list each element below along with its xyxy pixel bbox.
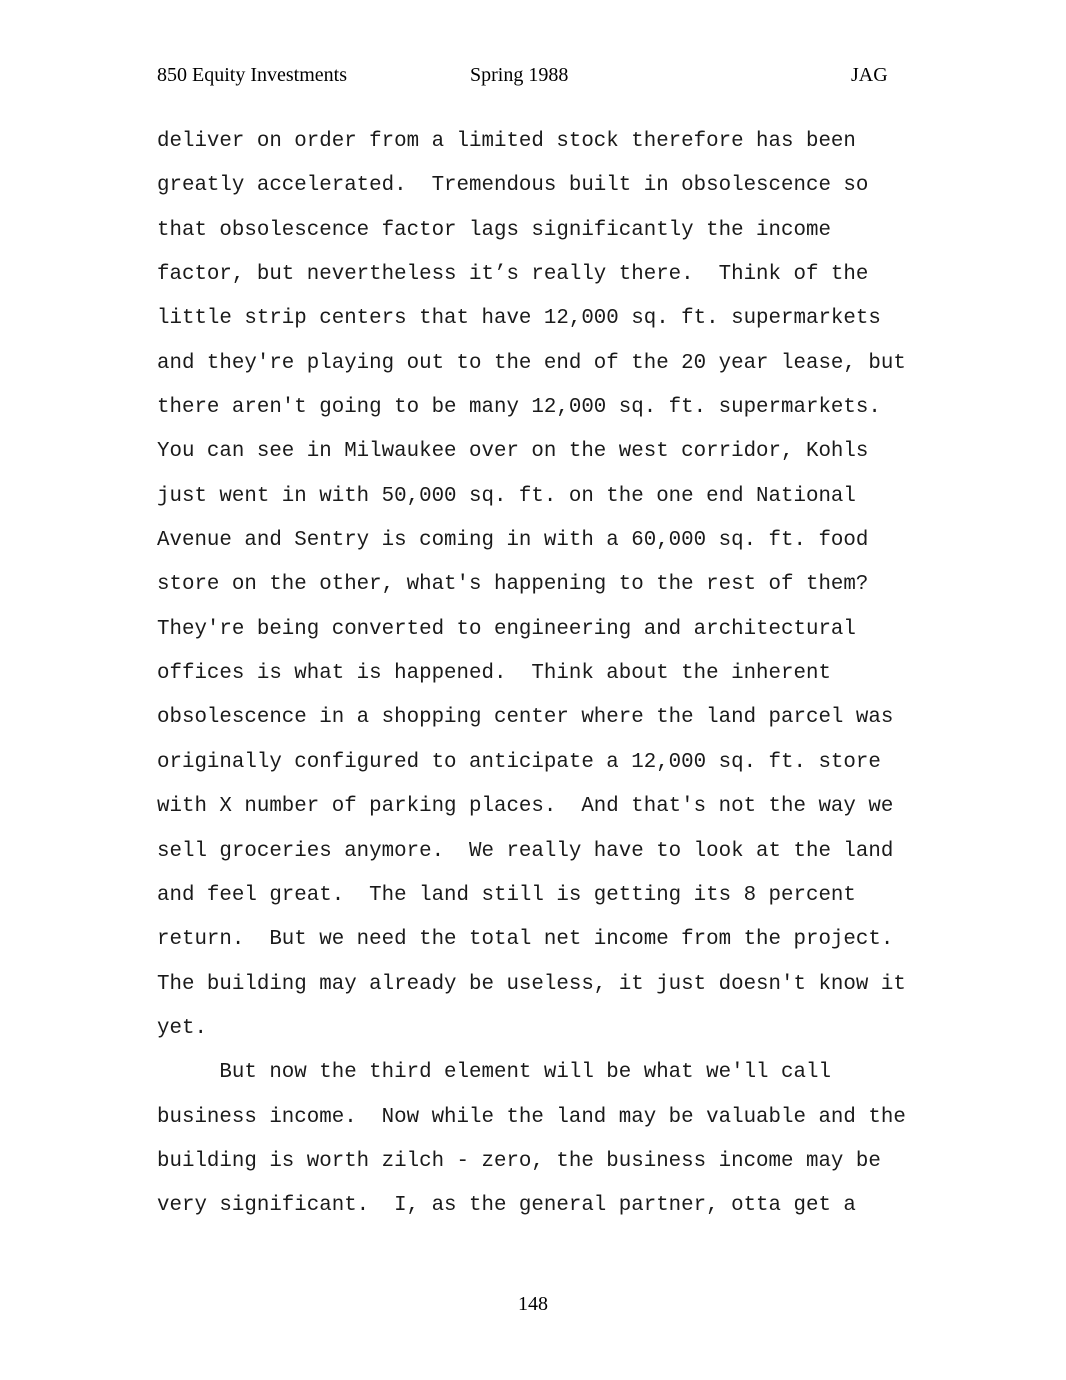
text-line: that obsolescence factor lags significantly the income [157, 218, 831, 242]
text-line: originally configured to anticipate a 12,000 sq. ft. store [157, 750, 881, 774]
header-author-initials: JAG [851, 64, 888, 86]
page-header [0, 64, 1066, 90]
text-line: very significant. I, as the general partner, otta get a [157, 1194, 856, 1218]
text-line: store on the other, what's happening to the rest of them? [157, 573, 869, 597]
text-line: there aren't going to be many 12,000 sq. ft. supermarkets. [157, 396, 881, 420]
text-line: Avenue and Sentry is coming in with a 60,000 sq. ft. food [157, 529, 869, 553]
text-line: You can see in Milwaukee over on the west corridor, Kohls [157, 440, 869, 464]
text-line: offices is what is happened. Think about the inherent [157, 662, 831, 686]
transcript-body [157, 120, 957, 1229]
text-line: deliver on order from a limited stock therefore has been [157, 130, 856, 153]
text-line: The building may already be useless, it just doesn't know it [157, 972, 906, 996]
text-line: business income. Now while the land may be valuable and the [157, 1105, 906, 1129]
text-line: and feel great. The land still is getting its 8 percent [157, 883, 856, 907]
page-number: 148 [518, 1293, 548, 1315]
text-line: They're being converted to engineering and architectural [157, 617, 856, 641]
text-line: return. But we need the total net income from the project. [157, 928, 894, 952]
text-line: with X number of parking places. And that's not the way we [157, 795, 894, 819]
text-line: building is worth zilch - zero, the business income may be [157, 1149, 881, 1173]
text-line: just went in with 50,000 sq. ft. on the one end National [157, 484, 856, 508]
text-line: and they're playing out to the end of the 20 year lease, but [157, 351, 906, 375]
text-line: greatly accelerated. Tremendous built in obsolescence so [157, 174, 869, 198]
header-term: Spring 1988 [470, 64, 569, 86]
text-line: little strip centers that have 12,000 sq. ft. supermarkets [157, 307, 881, 331]
header-course-title: 850 Equity Investments [157, 64, 347, 86]
text-line: factor, but nevertheless it’s really there. Think of the [157, 263, 869, 287]
paragraph-start-line: But now the third element will be what we'll call [157, 1061, 831, 1085]
text-line: obsolescence in a shopping center where the land parcel was [157, 706, 894, 730]
text-line: sell groceries anymore. We really have to look at the land [157, 839, 894, 863]
text-line: yet. [157, 1016, 207, 1040]
